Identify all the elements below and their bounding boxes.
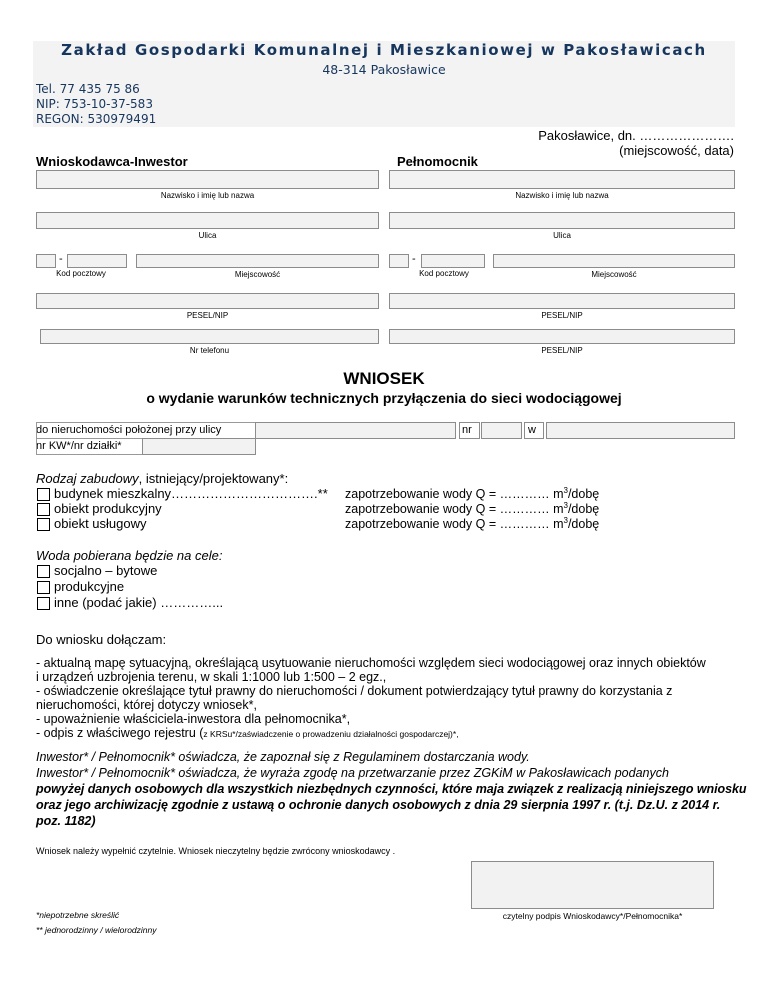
declaration-line-2: Inwestor* / Pełnomocnik* oświadcza, że wyraża zgodę na przetwarzanie przez ZGKiM w Pakosławicach podanych — [36, 766, 669, 780]
water-demand-3-prefix: zapotrzebowanie wody Q = ………… m — [345, 517, 564, 532]
water-demand-1-prefix: zapotrzebowanie wody Q = ………… m — [345, 487, 564, 502]
place-date-caption: (miejscowość, data) — [619, 143, 734, 158]
applicant-postal-part2-field[interactable] — [67, 254, 127, 268]
building-heading — [36, 471, 288, 486]
attachment-line-6 — [36, 726, 459, 740]
building-service-checkbox[interactable] — [37, 518, 50, 531]
proxy-postal-part2-field[interactable] — [421, 254, 485, 268]
water-demand-1-suffix: /dobę — [567, 487, 600, 502]
proxy-pesel2-caption: PESEL/NIP — [541, 346, 583, 355]
applicant-phone-caption: Nr telefonu — [189, 346, 230, 355]
attachment-line-6-small: z KRSu*/zaświadczenie o prowadzeniu działalności gospodarczej)*, — [203, 729, 459, 739]
form-title: WNIOSEK — [343, 369, 425, 388]
company-regon: REGON: 530979491 — [36, 112, 157, 126]
proxy-postal-part1-field[interactable] — [389, 254, 409, 268]
water-option-social: socjalno – bytowe — [54, 563, 158, 578]
attachment-line-3: - oświadczenie określające tytuł prawny do nieruchomości / dokument potwierdzający tytuł prawny do korzystania z — [36, 684, 673, 698]
company-name: Zakład Gospodarki Komunalnej i Mieszkaniowej w Pakosławicach — [61, 41, 707, 59]
declaration-line-5: poz. 1182) — [36, 814, 96, 828]
proxy-street-field[interactable] — [389, 212, 735, 229]
applicant-name-caption: Nazwisko i imię lub nazwa — [160, 191, 255, 200]
company-header — [33, 41, 735, 127]
property-nr-field[interactable] — [481, 422, 522, 439]
form-subtitle: o wydanie warunków technicznych przyłączenia do sieci wodociągowej — [146, 390, 622, 406]
declaration-line-1: Inwestor* / Pełnomocnik* oświadcza, że zapoznał się z Regulaminem dostarczania wody. — [36, 750, 530, 764]
applicant-name-field[interactable] — [36, 170, 379, 189]
proxy-pesel-caption: PESEL/NIP — [541, 311, 583, 320]
declaration-line-3: powyżej danych osobowych dla wszystkich niezbędnych czynności, które maja związek z realizacją niniejszego wniosku — [36, 782, 747, 796]
attachment-line-5: - upoważnienie właściciela-inwestora dla pełnomocnika*, — [36, 712, 351, 726]
proxy-city-caption: Miejscowość — [591, 270, 637, 279]
proxy-name-caption: Nazwisko i imię lub nazwa — [515, 191, 609, 200]
applicant-heading: Wnioskodawca-Inwestor — [36, 154, 188, 169]
property-nr-label: nr — [462, 424, 472, 436]
water-demand-2-suffix: /dobę — [567, 502, 600, 517]
attachment-line-1: - aktualną mapę sytuacyjną, określającą usytuowanie nieruchomości względem sieci wodociągowej oraz innych obiektów — [36, 656, 706, 670]
attachment-line-2: i urządzeń uzbrojenia terenu, w skali 1:1000 lub 1:500 – 2 egz., — [36, 670, 387, 684]
proxy-name-field[interactable] — [389, 170, 735, 189]
water-demand-3-sup: 3 — [563, 516, 568, 525]
water-demand-2-sup: 3 — [563, 501, 568, 510]
proxy-street-caption: Ulica — [553, 231, 571, 240]
property-w-field[interactable] — [546, 422, 735, 439]
signature-caption: czytelny podpis Wnioskodawcy*/Pełnomocnika* — [502, 911, 683, 921]
water-social-checkbox[interactable] — [37, 565, 50, 578]
applicant-street-caption: Ulica — [198, 231, 217, 240]
water-option-production: produkcyjne — [54, 579, 125, 594]
proxy-postal-caption: Kod pocztowy — [419, 269, 469, 278]
footnote-1: *niepotrzebne skreślić — [36, 910, 120, 920]
applicant-postal-part1-field[interactable] — [36, 254, 56, 268]
building-heading-rest: , istniejący/projektowany*: — [138, 471, 289, 486]
company-nip: NIP: 753-10-37-583 — [36, 97, 153, 111]
water-demand-3 — [345, 516, 599, 531]
applicant-postal-caption: Kod pocztowy — [56, 269, 106, 278]
proxy-city-field[interactable] — [493, 254, 735, 268]
property-kw-label: nr KW*/nr działki* — [36, 440, 122, 452]
building-option-production: obiekt produkcyjny — [54, 501, 162, 516]
building-production-checkbox[interactable] — [37, 503, 50, 516]
attachment-line-4: nieruchomości, której dotyczy wniosek*, — [36, 698, 257, 712]
property-kw-field[interactable] — [142, 438, 256, 455]
water-option-other: inne (podać jakie) …………... — [54, 595, 224, 610]
water-demand-1-sup: 3 — [563, 486, 568, 495]
proxy-pesel-field[interactable] — [389, 293, 735, 309]
property-w-label: w — [528, 424, 536, 436]
applicant-city-field[interactable] — [136, 254, 379, 268]
water-demand-2 — [345, 501, 599, 516]
attachments-heading: Do wniosku dołączam: — [36, 632, 167, 647]
applicant-postal-dash: - — [59, 253, 63, 265]
building-residential-checkbox[interactable] — [37, 488, 50, 501]
applicant-city-caption: Miejscowość — [234, 270, 281, 279]
proxy-postal-dash: - — [412, 253, 416, 265]
water-demand-2-prefix: zapotrzebowanie wody Q = ………… m — [345, 502, 564, 517]
property-street-field[interactable] — [255, 422, 456, 439]
property-street-label: do nieruchomości położonej przy ulicy — [36, 424, 222, 436]
water-demand-3-suffix: /dobę — [567, 517, 600, 532]
building-option-residential: budynek mieszkalny…………………………….** — [54, 486, 328, 501]
applicant-pesel-caption: PESEL/NIP — [186, 311, 229, 320]
water-heading: Woda pobierana będzie na cele: — [36, 548, 223, 563]
footnote-2: ** jednorodzinny / wielorodzinny — [36, 925, 157, 935]
applicant-pesel-field[interactable] — [36, 293, 379, 309]
applicant-street-field[interactable] — [36, 212, 379, 229]
building-option-service: obiekt usługowy — [54, 516, 147, 531]
company-tel: Tel. 77 435 75 86 — [36, 82, 140, 96]
water-other-checkbox[interactable] — [37, 597, 50, 610]
applicant-phone-field[interactable] — [40, 329, 379, 344]
company-postal: 48-314 Pakosławice — [322, 62, 446, 77]
legibility-note: Wniosek należy wypełnić czytelnie. Wniosek nieczytelny będzie zwrócony wnioskodawcy . — [36, 846, 396, 856]
water-production-checkbox[interactable] — [37, 581, 50, 594]
water-demand-1 — [345, 486, 599, 501]
attachment-line-6-main: - odpis z właściwego rejestru ( — [36, 726, 204, 740]
proxy-pesel2-field[interactable] — [389, 329, 735, 344]
declaration-line-4: oraz jego archiwizację zgodnie z ustawą o ochronie danych osobowych z dnia 29 sierpnia 1997 r. (t.j. Dz.U. z 2014 r. — [36, 798, 721, 812]
proxy-heading: Pełnomocnik — [397, 154, 478, 169]
place-date: Pakosławice, dn. …………………. — [538, 128, 734, 143]
signature-field[interactable] — [471, 861, 714, 909]
building-heading-italic: Rodzaj zabudowy — [36, 471, 139, 486]
